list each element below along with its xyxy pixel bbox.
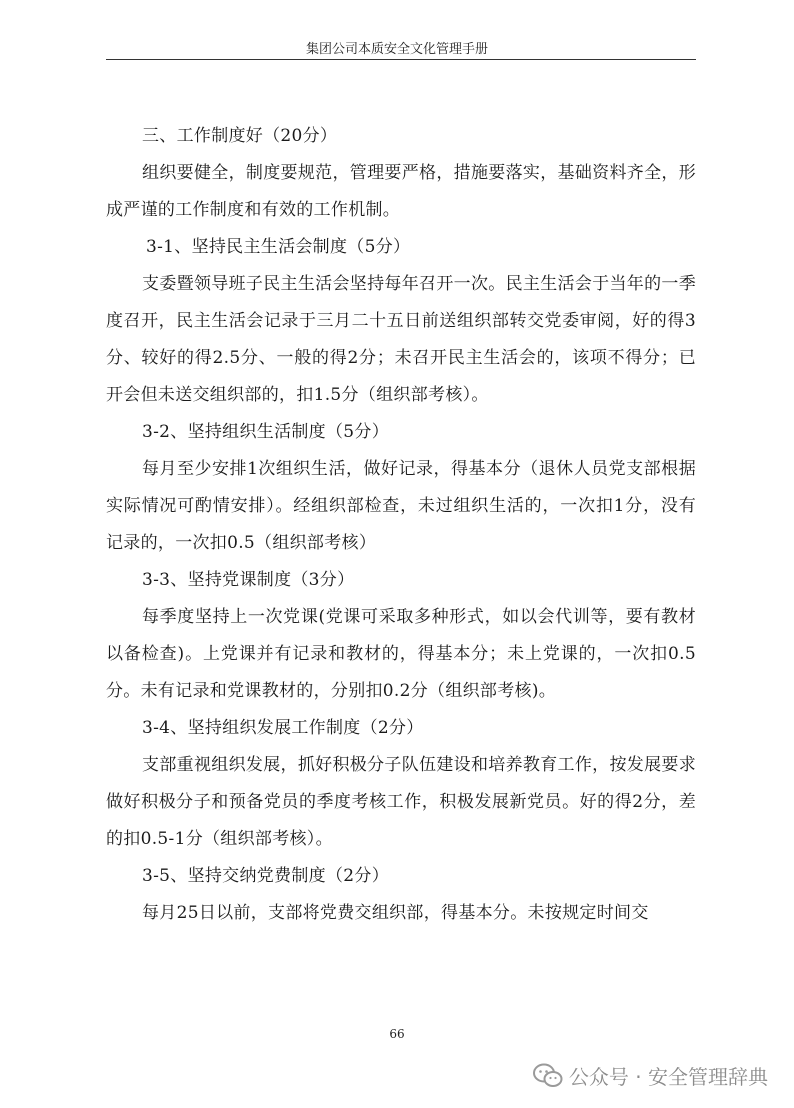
item-title-3-1: 3-1、坚持民主生活会制度（5分）	[146, 237, 411, 257]
item-title-3-4: 3-4、坚持组织发展工作制度（2分）	[142, 718, 424, 738]
document-body	[106, 118, 696, 932]
item-body-3-1: 支委暨领导班子民主生活会坚持每年召开一次。民主生活会于当年的一季度召开，民主生活会记录于三月二十五日前送组织部转交党委审阅，好的得3分、较好的得2.5分、一般的得2分；未召开民主生活会的，该项不得分；已开会但未送交组织部的，扣1.5分（组织部考核）。	[106, 274, 696, 405]
section-heading: 三、工作制度好（20分）	[142, 126, 338, 146]
section-intro: 组织要健全，制度要规范，管理要严格，措施要落实，基础资料齐全，形成严谨的工作制度和有效的工作机制。	[106, 163, 696, 220]
item-title-3-3: 3-3、坚持党课制度（3分）	[142, 570, 355, 590]
item-title-3-5: 3-5、坚持交纳党费制度（2分）	[142, 866, 389, 886]
item-body-3-2: 每月至少安排1次组织生活，做好记录，得基本分（退休人员党支部根据实际情况可酌情安排）。经组织部检查，未过组织生活的，一次扣1分，没有记录的，一次扣0.5（组织部考核）	[106, 459, 696, 553]
header-rule	[106, 59, 696, 60]
wechat-icon	[533, 1063, 563, 1089]
item-title-3-2: 3-2、坚持组织生活制度（5分）	[142, 422, 389, 442]
running-header: 集团公司本质安全文化管理手册	[305, 42, 488, 57]
item-body-3-5: 每月25日以前，支部将党费交组织部，得基本分。未按规定时间交	[142, 903, 649, 923]
watermark-text: 公众号 · 安全管理辞典	[568, 1065, 768, 1089]
item-body-3-4: 支部重视组织发展，抓好积极分子队伍建设和培养教育工作，按发展要求做好积极分子和预备党员的季度考核工作，积极发展新党员。好的得2分，差的扣0.5-1分（组织部考核）。	[106, 755, 696, 849]
page-number: 66	[389, 1027, 405, 1041]
item-body-3-3: 每季度坚持上一次党课(党课可采取多种形式，如以会代训等，要有教材以备检查)。上党课并有记录和教材的，得基本分；未上党课的，一次扣0.5分。未有记录和党课教材的，分别扣0.2分（组织部考核)。	[106, 607, 696, 701]
watermark	[533, 1061, 768, 1090]
